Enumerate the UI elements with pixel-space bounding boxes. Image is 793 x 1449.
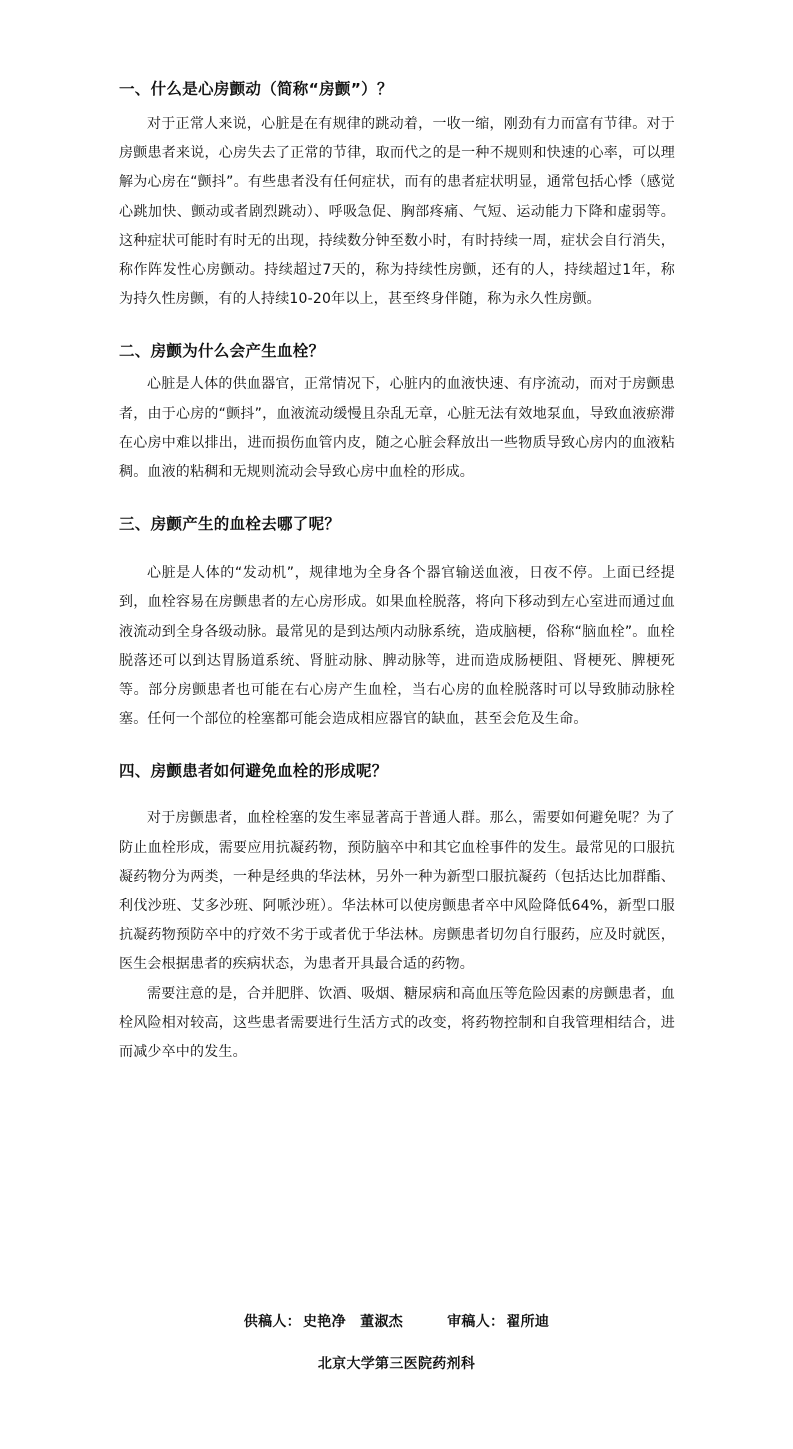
section-why-thrombus xyxy=(119,338,675,487)
reviewer-name: 翟所迪 xyxy=(506,1314,550,1330)
section-where-thrombus-goes xyxy=(119,511,675,734)
contributors-label: 供稿人： xyxy=(243,1314,301,1330)
paragraph: 心脏是人体的“发动机”，规律地为全身各个器官输送血液，日夜不停。上面已经提到，血栓容易在房颤患者的左心房形成。如果血栓脱落，将向下移动到左心室进而通过血液流动到全身各级动脉。最常见的是到达颅内动脉系统，造成脑梗，俗称“脑血栓”。血栓脱落还可以到达胃肠道系统、肾脏动脉、脾动脉等，进而造成肠梗阻、肾梗死、脾梗死等。部分房颤患者也可能在右心房产生血栓，当右心房的血栓脱落时可以导致肺动脉栓塞。任何一个部位的栓塞都可能会造成相应器官的缺血，甚至会危及生命。 xyxy=(119,565,675,728)
article xyxy=(119,76,675,1067)
section-heading: 一、什么是心房颤动（简称“房颤”）？ xyxy=(119,80,393,98)
reviewer-label: 审稿人： xyxy=(447,1314,505,1330)
department: 北京大学第三医院药剂科 xyxy=(317,1356,476,1372)
section-heading: 三、房颤产生的血栓去哪了呢？ xyxy=(119,515,341,534)
contributors-names: 史艳净 董淑杰 xyxy=(302,1314,404,1330)
section-what-is-af xyxy=(119,76,675,314)
paragraph: 需要注意的是，合并肥胖、饮酒、吸烟、糖尿病和高血压等危险因素的房颤患者，血栓风险相对较高，这些患者需要进行生活方式的改变，将药物控制和自我管理相结合，进而减少卒中的发生。 xyxy=(119,985,675,1061)
paragraph: 对于房颤患者，血栓栓塞的发生率显著高于普通人群。那么，需要如何避免呢？为了防止血栓形成，需要应用抗凝药物，预防脑卒中和其它血栓事件的发生。最常见的口服抗凝药物分为两类，一种是经典的华法林，另外一种为新型口服抗凝药（包括达比加群酯、利伐沙班、艾多沙班、阿哌沙班）。华法林可以使房颤患者卒中风险降低64%，新型口服抗凝药物预防卒中的疗效不劣于或者优于华法林。房颤患者切勿自行服药，应及时就医，医生会根据患者的疾病状态，为患者开具最合适的药物。 xyxy=(119,810,675,973)
paragraph: 对于正常人来说，心脏是在有规律的跳动着，一收一缩，刚劲有力而富有节律。对于房颤患者来说，心房失去了正常的节律，取而代之的是一种不规则和快速的心率，可以理解为心房在“颤抖”。有些患者没有任何症状，而有的患者症状明显，通常包括心悸（感觉心跳加快、颤动或者剧烈跳动）、呼吸急促、胸部疼痛、气短、运动能力下降和虚弱等。这种症状可能时有时无的出现，持续数分钟至数小时，有时持续一周，症状会自行消失，称作阵发性心房颤动。持续超过7天的，称为持续性房颤，还有的人，持续超过1年，称为持久性房颤，有的人持续10-20年以上，甚至终身伴随，称为永久性房颤。 xyxy=(119,116,675,308)
paragraph: 心脏是人体的供血器官，正常情况下，心脏内的血液快速、有序流动，而对于房颤患者，由于心房的“颤抖”，血液流动缓慢且杂乱无章，心脏无法有效地泵血，导致血液瘀滞在心房中难以排出，进而损伤血管内皮，随之心脏会释放出一些物质导致心房内的血液粘稠。血液的粘稠和无规则流动会导致心房中血栓的形成。 xyxy=(119,376,675,481)
section-heading: 二、房颤为什么会产生血栓？ xyxy=(119,342,325,361)
credits-line xyxy=(0,1311,793,1331)
section-heading: 四、房颤患者如何避免血栓的形成呢？ xyxy=(119,762,388,781)
section-prevention xyxy=(119,758,675,1067)
